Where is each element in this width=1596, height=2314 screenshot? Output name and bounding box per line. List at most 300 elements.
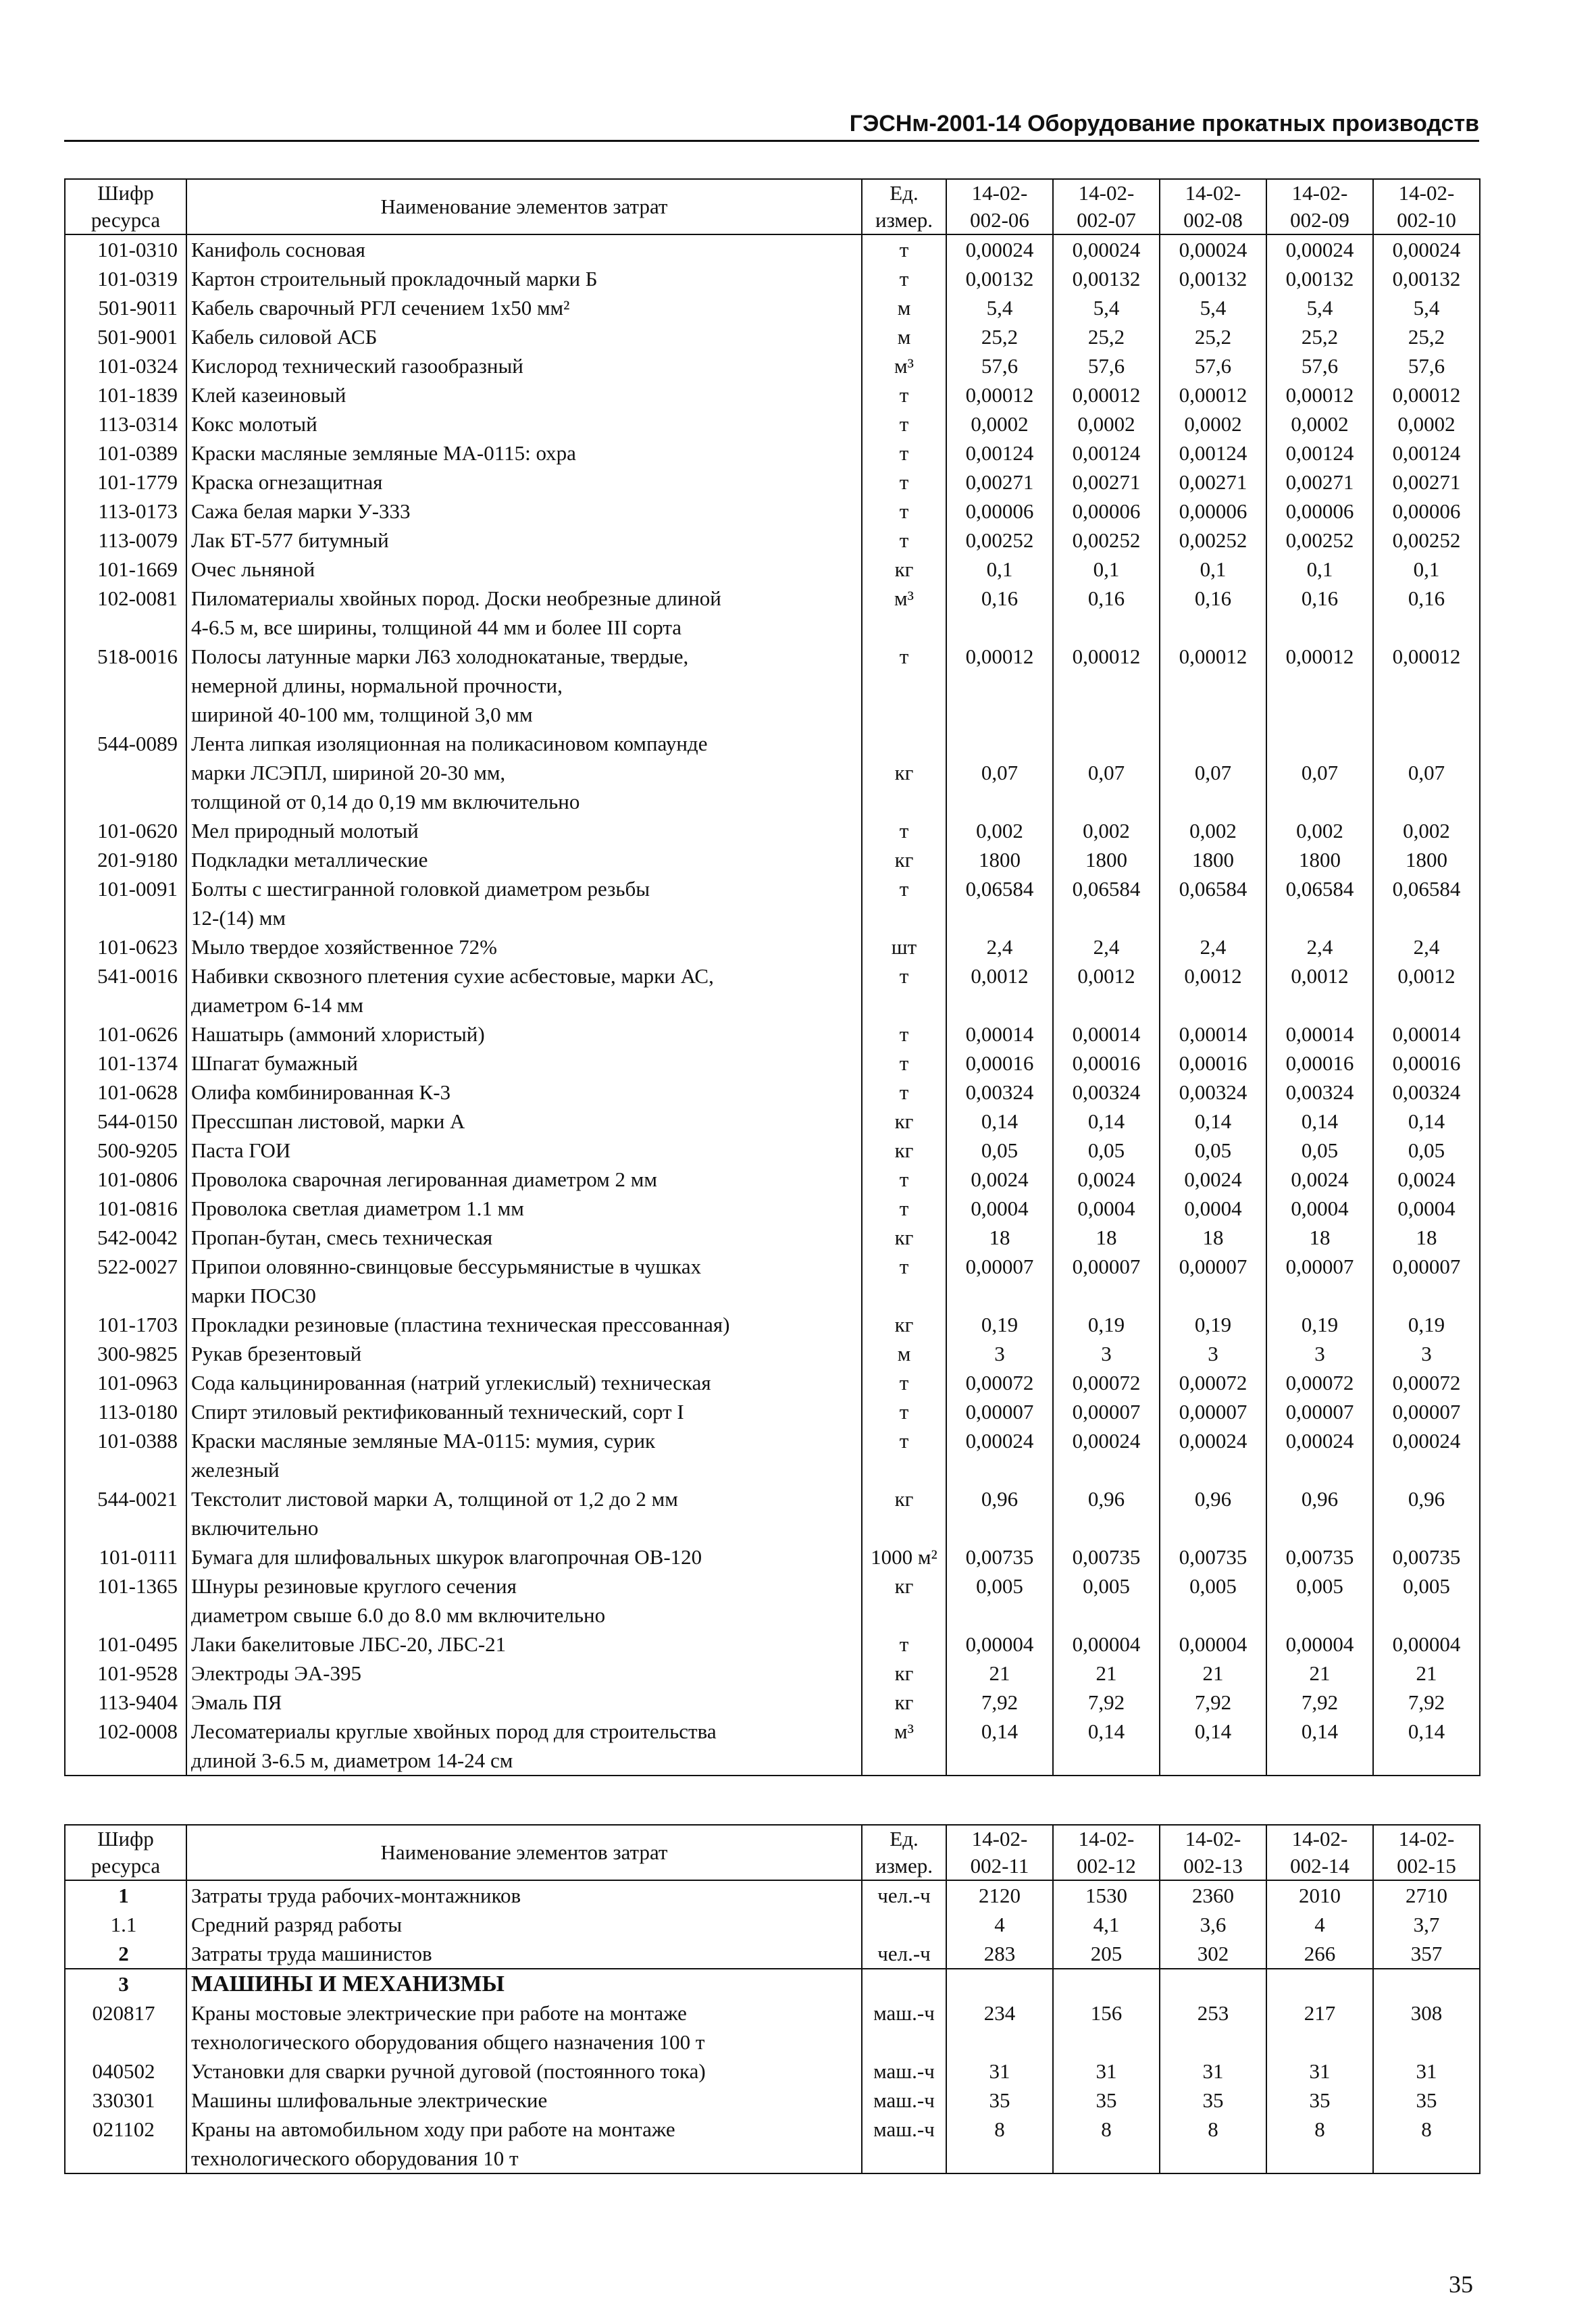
resource-code: 500-9205 bbox=[65, 1136, 186, 1165]
value-cell: 0,00007 bbox=[1053, 1397, 1160, 1426]
header-norm-line: 14-02- bbox=[1291, 181, 1348, 205]
unit-cell: маш.-ч bbox=[862, 2086, 946, 2115]
value-cell: 0,05 bbox=[1160, 1136, 1266, 1165]
header-norm-cell bbox=[1053, 1825, 1160, 1880]
value-cell: 0,16 bbox=[1160, 584, 1266, 642]
value-cell: 0,00271 bbox=[1160, 468, 1266, 497]
resource-name-line: технологического оборудования 10 т bbox=[191, 2146, 519, 2170]
unit-cell: маш.-ч bbox=[862, 1998, 946, 2057]
table-row bbox=[65, 1136, 1480, 1165]
table-row bbox=[65, 1339, 1480, 1368]
header-norm-cell bbox=[946, 1825, 1053, 1880]
value-cell: 0,96 bbox=[1373, 1484, 1480, 1542]
header-norm-line: 14-02- bbox=[971, 181, 1028, 205]
header-norm-cell bbox=[1266, 179, 1373, 234]
value-cell: 253 bbox=[1160, 1998, 1266, 2057]
value-cell: 0,0024 bbox=[1266, 1165, 1373, 1194]
resource-name bbox=[186, 526, 862, 555]
value-cell: 4 bbox=[1266, 1910, 1373, 1939]
value-cell bbox=[1373, 1969, 1480, 1998]
unit-cell: м bbox=[862, 293, 946, 322]
table-row bbox=[65, 584, 1480, 642]
resource-name bbox=[186, 1659, 862, 1688]
table-row bbox=[65, 2086, 1480, 2115]
header-name-cell: Наименование элементов затрат bbox=[186, 179, 862, 234]
table-row bbox=[65, 1571, 1480, 1630]
value-cell: 0,00014 bbox=[1373, 1020, 1480, 1049]
resource-code: 101-0091 bbox=[65, 874, 186, 932]
unit-cell: кг bbox=[862, 1136, 946, 1165]
resource-name bbox=[186, 497, 862, 526]
table-row bbox=[65, 234, 1480, 264]
value-cell: 0,00024 bbox=[1053, 234, 1160, 264]
value-cell: 0,00024 bbox=[1053, 1426, 1160, 1484]
unit-cell bbox=[862, 1969, 946, 1998]
value-cell: 0,0004 bbox=[946, 1194, 1053, 1223]
table-row bbox=[65, 1939, 1480, 1969]
value-cell: 35 bbox=[1160, 2086, 1266, 2115]
header-unit-line: Ед. bbox=[890, 181, 919, 205]
value-cell: 57,6 bbox=[1373, 351, 1480, 380]
value-cell: 25,2 bbox=[1160, 322, 1266, 351]
value-cell: 0,00132 bbox=[946, 264, 1053, 293]
value-cell: 283 bbox=[946, 1939, 1053, 1969]
resource-code: 101-1703 bbox=[65, 1310, 186, 1339]
resource-code: 101-1779 bbox=[65, 468, 186, 497]
resource-code: 541-0016 bbox=[65, 961, 186, 1020]
value-cell: 0,14 bbox=[1266, 1107, 1373, 1136]
value-cell: 0,1 bbox=[946, 555, 1053, 584]
value-cell: 5,4 bbox=[946, 293, 1053, 322]
value-cell: 0,96 bbox=[1160, 1484, 1266, 1542]
value-cell: 0,14 bbox=[1053, 1107, 1160, 1136]
table-row bbox=[65, 1542, 1480, 1571]
resource-name bbox=[186, 438, 862, 468]
resource-name bbox=[186, 1078, 862, 1107]
resource-code: 113-0180 bbox=[65, 1397, 186, 1426]
header-norm-line: 002-14 bbox=[1290, 1854, 1349, 1878]
value-cell: 57,6 bbox=[1266, 351, 1373, 380]
value-cell: 0,00004 bbox=[1053, 1630, 1160, 1659]
header-norm-cell bbox=[1266, 1825, 1373, 1880]
value-cell: 2360 bbox=[1160, 1880, 1266, 1910]
resource-name bbox=[186, 1630, 862, 1659]
value-cell: 0,00012 bbox=[1053, 380, 1160, 409]
value-cell: 0,14 bbox=[1053, 1717, 1160, 1776]
resource-name bbox=[186, 264, 862, 293]
value-cell: 5,4 bbox=[1373, 293, 1480, 322]
unit-cell: кг bbox=[862, 729, 946, 816]
unit-cell: т bbox=[862, 961, 946, 1020]
value-cell: 1800 bbox=[1266, 845, 1373, 874]
resource-name-line: МАШИНЫ И МЕХАНИЗМЫ bbox=[191, 1971, 505, 1996]
value-cell: 217 bbox=[1266, 1998, 1373, 2057]
resource-name-line: Кислород технический газообразный bbox=[191, 354, 523, 378]
unit-cell: т bbox=[862, 409, 946, 438]
value-cell: 0,00735 bbox=[946, 1542, 1053, 1571]
value-cell: 0,00012 bbox=[1266, 642, 1373, 729]
value-cell bbox=[1053, 1969, 1160, 1998]
value-cell: 18 bbox=[1160, 1223, 1266, 1252]
resource-name-line: Припои оловянно-свинцовые бессурьмянистые в чушках bbox=[191, 1255, 702, 1278]
value-cell: 3 bbox=[946, 1339, 1053, 1368]
value-cell: 0,0012 bbox=[1160, 961, 1266, 1020]
resource-name-line: Полосы латунные марки Л63 холоднокатаные, твердые, bbox=[191, 645, 689, 668]
value-cell: 2,4 bbox=[1160, 932, 1266, 961]
value-cell: 0,00324 bbox=[946, 1078, 1053, 1107]
value-cell: 0,00124 bbox=[1053, 438, 1160, 468]
value-cell: 0,0024 bbox=[946, 1165, 1053, 1194]
value-cell: 0,00132 bbox=[1160, 264, 1266, 293]
value-cell: 357 bbox=[1373, 1939, 1480, 1969]
value-cell: 0,00324 bbox=[1266, 1078, 1373, 1107]
value-cell: 1800 bbox=[1160, 845, 1266, 874]
resource-name-line: Канифоль сосновая bbox=[191, 238, 365, 261]
table-row bbox=[65, 729, 1480, 816]
unit-cell: т bbox=[862, 234, 946, 264]
value-cell: 3,6 bbox=[1160, 1910, 1266, 1939]
table-row bbox=[65, 1049, 1480, 1078]
value-cell: 0,00324 bbox=[1160, 1078, 1266, 1107]
resource-name bbox=[186, 1194, 862, 1223]
resource-name-line: шириной 40-100 мм, толщиной 3,0 мм bbox=[191, 703, 533, 726]
resource-name bbox=[186, 1397, 862, 1426]
value-cell: 0,0012 bbox=[1266, 961, 1373, 1020]
resource-name-line: железный bbox=[191, 1458, 280, 1482]
value-cell: 0,14 bbox=[1160, 1107, 1266, 1136]
value-cell: 0,0012 bbox=[1373, 961, 1480, 1020]
unit-cell: маш.-ч bbox=[862, 2115, 946, 2173]
value-cell: 0,00014 bbox=[946, 1020, 1053, 1049]
header-norm-cell bbox=[946, 179, 1053, 234]
table-row bbox=[65, 409, 1480, 438]
resource-code: 101-0495 bbox=[65, 1630, 186, 1659]
resource-name-line: Картон строительный прокладочный марки Б bbox=[191, 267, 598, 291]
header-unit-line: измер. bbox=[875, 1854, 933, 1878]
value-cell: 0,00735 bbox=[1053, 1542, 1160, 1571]
resource-name bbox=[186, 2115, 862, 2173]
resource-name-line: Олифа комбинированная К-3 bbox=[191, 1080, 451, 1104]
value-cell: 5,4 bbox=[1053, 293, 1160, 322]
value-cell: 0,0024 bbox=[1373, 1165, 1480, 1194]
resource-name bbox=[186, 409, 862, 438]
resource-name-line: Лак БТ-577 битумный bbox=[191, 528, 389, 552]
value-cell: 0,00004 bbox=[1160, 1630, 1266, 1659]
value-cell: 0,00007 bbox=[1266, 1397, 1373, 1426]
value-cell: 0,00271 bbox=[1373, 468, 1480, 497]
header-norm-cell bbox=[1160, 179, 1266, 234]
header-code-cell bbox=[65, 1825, 186, 1880]
value-cell: 0,07 bbox=[1160, 729, 1266, 816]
table-row bbox=[65, 816, 1480, 845]
resource-code: 330301 bbox=[65, 2086, 186, 2115]
unit-cell: кг bbox=[862, 1659, 946, 1688]
resource-name-line: технологического оборудования общего назначения 100 т bbox=[191, 2030, 705, 2054]
value-cell: 8 bbox=[1160, 2115, 1266, 2173]
resource-name-line: Лаки бакелитовые ЛБС-20, ЛБС-21 bbox=[191, 1632, 507, 1656]
unit-cell: т bbox=[862, 1049, 946, 1078]
unit-cell: т bbox=[862, 438, 946, 468]
resource-code: 101-1374 bbox=[65, 1049, 186, 1078]
resource-name-line: Краны мостовые электрические при работе на монтаже bbox=[191, 2001, 687, 2025]
table-row bbox=[65, 1659, 1480, 1688]
unit-cell: м bbox=[862, 322, 946, 351]
header-norm-line: 002-12 bbox=[1077, 1854, 1136, 1878]
value-cell: 0,00024 bbox=[1373, 1426, 1480, 1484]
table-row bbox=[65, 1426, 1480, 1484]
resource-code: 102-0008 bbox=[65, 1717, 186, 1776]
value-cell: 0,00252 bbox=[1053, 526, 1160, 555]
value-cell: 0,0004 bbox=[1266, 1194, 1373, 1223]
table-row bbox=[65, 1310, 1480, 1339]
value-cell: 0,05 bbox=[1266, 1136, 1373, 1165]
resource-code: 1 bbox=[65, 1880, 186, 1910]
value-cell: 0,00007 bbox=[1373, 1252, 1480, 1310]
resource-code: 040502 bbox=[65, 2057, 186, 2086]
resource-code: 113-0079 bbox=[65, 526, 186, 555]
table-row bbox=[65, 932, 1480, 961]
header-code-line: ресурса bbox=[91, 1854, 161, 1878]
value-cell: 0,06584 bbox=[1160, 874, 1266, 932]
value-cell: 0,0002 bbox=[1160, 409, 1266, 438]
table-row bbox=[65, 526, 1480, 555]
resource-name-line: Набивки сквозного плетения сухие асбестовые, марки АС, bbox=[191, 964, 714, 988]
table-row bbox=[65, 2115, 1480, 2173]
value-cell: 0,0004 bbox=[1160, 1194, 1266, 1223]
resource-name-line: Болты с шестигранной головкой диаметром резьбы bbox=[191, 877, 650, 901]
resource-name bbox=[186, 2086, 862, 2115]
unit-cell: т bbox=[862, 380, 946, 409]
header-norm-line: 002-13 bbox=[1183, 1854, 1243, 1878]
resource-name-line: 12-(14) мм bbox=[191, 906, 286, 930]
resource-code: 101-0310 bbox=[65, 234, 186, 264]
resource-code: 542-0042 bbox=[65, 1223, 186, 1252]
value-cell: 0,005 bbox=[1266, 1571, 1373, 1630]
value-cell: 18 bbox=[1266, 1223, 1373, 1252]
value-cell: 0,07 bbox=[1373, 729, 1480, 816]
value-cell: 0,00012 bbox=[946, 642, 1053, 729]
resource-name-line: Эмаль ПЯ bbox=[191, 1690, 282, 1714]
resource-name bbox=[186, 1165, 862, 1194]
unit-cell: т bbox=[862, 1252, 946, 1310]
value-cell: 35 bbox=[946, 2086, 1053, 2115]
resource-name-line: марки ПОС30 bbox=[191, 1284, 316, 1307]
value-cell: 0,005 bbox=[946, 1571, 1053, 1630]
value-cell: 2710 bbox=[1373, 1880, 1480, 1910]
value-cell: 0,002 bbox=[1053, 816, 1160, 845]
value-cell: 2,4 bbox=[1266, 932, 1373, 961]
header-norm-line: 002-06 bbox=[970, 208, 1029, 232]
header-norm-line: 14-02- bbox=[1185, 1827, 1241, 1851]
header-norm-line: 14-02- bbox=[1291, 1827, 1348, 1851]
value-cell: 25,2 bbox=[1053, 322, 1160, 351]
table-row bbox=[65, 1910, 1480, 1939]
resource-name-line: Краски масляные земляные МА-0115: охра bbox=[191, 441, 576, 465]
value-cell: 4 bbox=[946, 1910, 1053, 1939]
header-norm-line: 14-02- bbox=[1078, 1827, 1135, 1851]
value-cell: 3 bbox=[1160, 1339, 1266, 1368]
resource-name bbox=[186, 1910, 862, 1939]
resource-name bbox=[186, 1880, 862, 1910]
value-cell: 0,00007 bbox=[1266, 1252, 1373, 1310]
value-cell: 0,00124 bbox=[1160, 438, 1266, 468]
resource-name bbox=[186, 1368, 862, 1397]
value-cell: 0,00004 bbox=[946, 1630, 1053, 1659]
resource-code: 518-0016 bbox=[65, 642, 186, 729]
resource-code: 501-9011 bbox=[65, 293, 186, 322]
resource-code: 101-0620 bbox=[65, 816, 186, 845]
resource-name-line: включительно bbox=[191, 1516, 319, 1540]
value-cell bbox=[946, 1969, 1053, 1998]
unit-cell: т bbox=[862, 1426, 946, 1484]
unit-cell: кг bbox=[862, 845, 946, 874]
value-cell: 0,00324 bbox=[1373, 1078, 1480, 1107]
value-cell: 0,16 bbox=[1373, 584, 1480, 642]
value-cell: 0,00007 bbox=[1160, 1252, 1266, 1310]
value-cell: 0,00024 bbox=[1266, 234, 1373, 264]
materials-table bbox=[64, 178, 1481, 1776]
value-cell: 0,005 bbox=[1160, 1571, 1266, 1630]
resource-name-line: Электроды ЭА-395 bbox=[191, 1661, 361, 1685]
header-unit-line: Ед. bbox=[890, 1827, 919, 1851]
header-norm-line: 002-10 bbox=[1397, 208, 1456, 232]
value-cell: 0,0002 bbox=[1266, 409, 1373, 438]
resource-code: 101-0816 bbox=[65, 1194, 186, 1223]
value-cell: 31 bbox=[1053, 2057, 1160, 2086]
unit-cell: кг bbox=[862, 1107, 946, 1136]
resource-name bbox=[186, 584, 862, 642]
resource-name-line: Краны на автомобильном ходу при работе на монтаже bbox=[191, 2117, 675, 2141]
value-cell: 0,16 bbox=[946, 584, 1053, 642]
resource-name-line: Мыло твердое хозяйственное 72% bbox=[191, 935, 497, 959]
value-cell: 0,00072 bbox=[1053, 1368, 1160, 1397]
value-cell: 31 bbox=[1373, 2057, 1480, 2086]
unit-cell: кг bbox=[862, 555, 946, 584]
resource-name-line: Рукав брезентовый bbox=[191, 1342, 362, 1365]
value-cell: 0,00012 bbox=[1053, 642, 1160, 729]
value-cell: 0,00006 bbox=[1053, 497, 1160, 526]
value-cell: 31 bbox=[946, 2057, 1053, 2086]
resource-name bbox=[186, 816, 862, 845]
value-cell: 0,0024 bbox=[1160, 1165, 1266, 1194]
resource-name-line: Пиломатериалы хвойных пород. Доски необрезные длиной bbox=[191, 586, 721, 610]
labor-machines-table bbox=[64, 1824, 1481, 2174]
resource-name bbox=[186, 468, 862, 497]
value-cell: 156 bbox=[1053, 1998, 1160, 2057]
value-cell: 3,7 bbox=[1373, 1910, 1480, 1939]
header-norm-line: 14-02- bbox=[971, 1827, 1028, 1851]
value-cell: 0,005 bbox=[1053, 1571, 1160, 1630]
resource-name-line: Лента липкая изоляционная на поликасиновом компаунде bbox=[191, 732, 708, 755]
resource-code: 3 bbox=[65, 1969, 186, 1998]
value-cell: 3 bbox=[1373, 1339, 1480, 1368]
value-cell: 18 bbox=[1373, 1223, 1480, 1252]
value-cell: 0,05 bbox=[1053, 1136, 1160, 1165]
resource-name-line: Установки для сварки ручной дуговой (постоянного тока) bbox=[191, 2059, 706, 2083]
unit-cell: т bbox=[862, 1397, 946, 1426]
value-cell: 0,00735 bbox=[1160, 1542, 1266, 1571]
resource-code: 101-0806 bbox=[65, 1165, 186, 1194]
value-cell: 0,00014 bbox=[1053, 1020, 1160, 1049]
resource-name bbox=[186, 729, 862, 816]
unit-cell: маш.-ч bbox=[862, 2057, 946, 2086]
resource-name bbox=[186, 1717, 862, 1776]
resource-name bbox=[186, 1484, 862, 1542]
value-cell: 0,00012 bbox=[1373, 380, 1480, 409]
resource-name-line: толщиной от 0,14 до 0,19 мм включительно bbox=[191, 790, 580, 813]
value-cell: 0,0002 bbox=[1373, 409, 1480, 438]
resource-name-line: Проволока светлая диаметром 1.1 мм bbox=[191, 1197, 524, 1220]
value-cell: 0,00271 bbox=[946, 468, 1053, 497]
header-code-line: ресурса bbox=[91, 208, 161, 232]
value-cell: 0,14 bbox=[946, 1107, 1053, 1136]
value-cell: 0,06584 bbox=[946, 874, 1053, 932]
value-cell: 0,14 bbox=[1266, 1717, 1373, 1776]
value-cell: 0,06584 bbox=[1266, 874, 1373, 932]
value-cell: 0,00124 bbox=[1373, 438, 1480, 468]
value-cell: 0,00735 bbox=[1373, 1542, 1480, 1571]
resource-code: 1.1 bbox=[65, 1910, 186, 1939]
value-cell: 0,00006 bbox=[1373, 497, 1480, 526]
value-cell: 0,06584 bbox=[1053, 874, 1160, 932]
resource-name bbox=[186, 1426, 862, 1484]
value-cell: 0,00072 bbox=[1373, 1368, 1480, 1397]
value-cell: 0,0012 bbox=[946, 961, 1053, 1020]
resource-name-line: длиной 3-6.5 м, диаметром 14-24 см bbox=[191, 1749, 513, 1772]
table-row bbox=[65, 497, 1480, 526]
value-cell: 0,00271 bbox=[1266, 468, 1373, 497]
value-cell: 0,00072 bbox=[1266, 1368, 1373, 1397]
value-cell: 0,0002 bbox=[1053, 409, 1160, 438]
value-cell: 0,00016 bbox=[1373, 1049, 1480, 1078]
table-row bbox=[65, 264, 1480, 293]
value-cell: 0,0004 bbox=[1053, 1194, 1160, 1223]
value-cell: 0,96 bbox=[1266, 1484, 1373, 1542]
value-cell bbox=[1266, 1969, 1373, 1998]
value-cell: 25,2 bbox=[1266, 322, 1373, 351]
resource-code: 113-9404 bbox=[65, 1688, 186, 1717]
value-cell: 0,07 bbox=[1053, 729, 1160, 816]
resource-name-line: Спирт этиловый ректификованный технический, сорт I bbox=[191, 1400, 684, 1424]
resource-name-line: Бумага для шлифовальных шкурок влагопрочная ОВ-120 bbox=[191, 1545, 702, 1569]
resource-name bbox=[186, 293, 862, 322]
value-cell: 0,14 bbox=[946, 1717, 1053, 1776]
value-cell: 18 bbox=[946, 1223, 1053, 1252]
resource-name-line: Мел природный молотый bbox=[191, 819, 419, 842]
value-cell: 0,19 bbox=[1160, 1310, 1266, 1339]
table-row bbox=[65, 1368, 1480, 1397]
header-norm-line: 002-09 bbox=[1290, 208, 1349, 232]
table-row bbox=[65, 1107, 1480, 1136]
resource-name-line: Краска огнезащитная bbox=[191, 470, 383, 494]
value-cell: 0,05 bbox=[1373, 1136, 1480, 1165]
value-cell: 7,92 bbox=[946, 1688, 1053, 1717]
value-cell: 35 bbox=[1053, 2086, 1160, 2115]
value-cell: 0,14 bbox=[1373, 1107, 1480, 1136]
value-cell: 7,92 bbox=[1053, 1688, 1160, 1717]
unit-cell: т bbox=[862, 1630, 946, 1659]
unit-cell: т bbox=[862, 1194, 946, 1223]
resource-code: 102-0081 bbox=[65, 584, 186, 642]
value-cell: 21 bbox=[1160, 1659, 1266, 1688]
value-cell: 7,92 bbox=[1160, 1688, 1266, 1717]
header-code-line: Шифр bbox=[97, 1827, 154, 1851]
value-cell: 0,00014 bbox=[1266, 1020, 1373, 1049]
value-cell: 0,16 bbox=[1266, 584, 1373, 642]
value-cell: 0,00024 bbox=[1160, 1426, 1266, 1484]
unit-cell: м³ bbox=[862, 351, 946, 380]
header-norm-line: 002-15 bbox=[1397, 1854, 1456, 1878]
